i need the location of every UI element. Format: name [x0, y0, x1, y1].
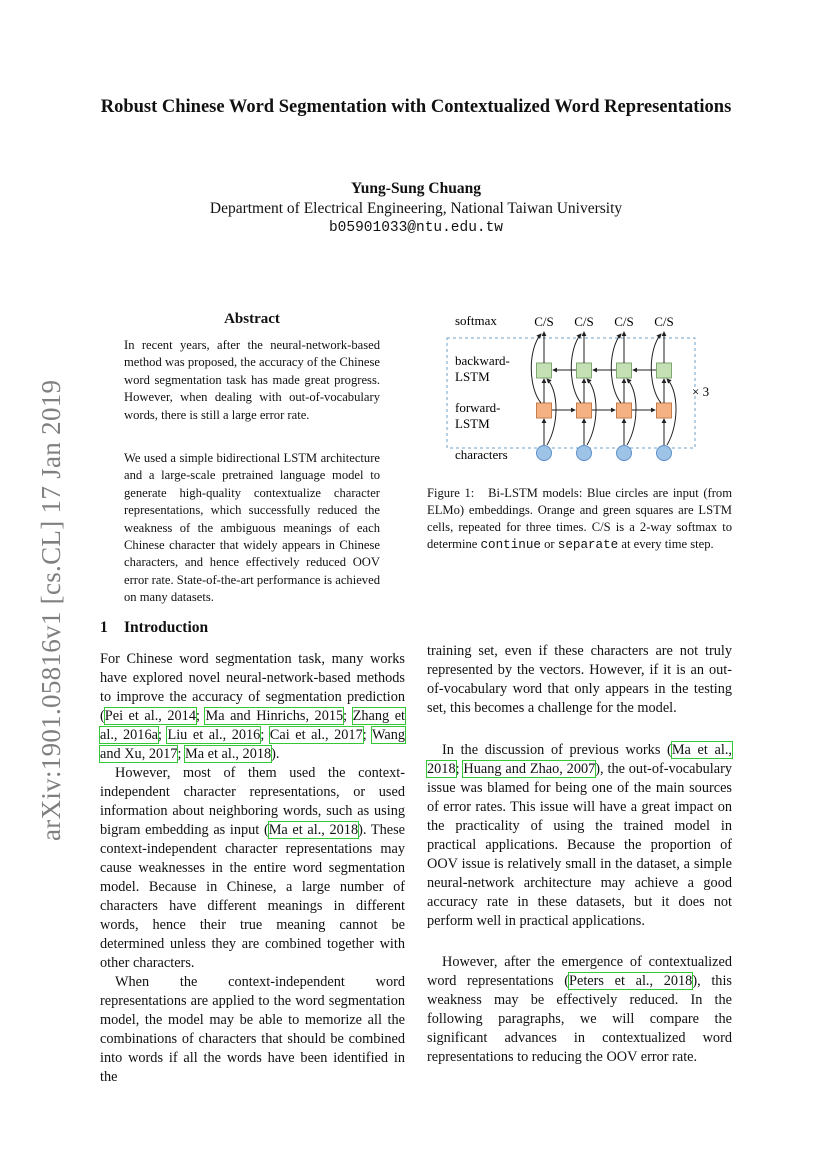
- abstract-paragraph-2: We used a simple bidirectional LSTM architecture and a large-scale pretrained language model to generate high-quality contextualize character representations, which successfully reduced the weakness of the ambiguous meanings of each Chinese character that widely appears in Chinese characters, and hence effectively reduced OOV error rate. State-of-the-art performance is achieved on many datasets.: [124, 451, 380, 605]
- output-cs-label: C/S: [654, 314, 674, 329]
- right-paragraph-3: [427, 953, 732, 1067]
- repeat-label: × 3: [692, 384, 710, 399]
- forward-lstm-cell: [617, 403, 632, 418]
- paragraph-text: ), the out-of-vocabulary issue was blamed for being one of the main sources of error rates. This issue will have a great impact on the practicality of using the trained model in practical applications. Because the proportion of OOV issue is relatively small in the dataset, a simple neural-network architecture may achieve a good accuracy rate in these datasets, but it does not perform well in practical applications.: [427, 761, 732, 929]
- citation-link[interactable]: Pei et al., 2014: [104, 708, 196, 724]
- figure-caption-text: Bi-LSTM models: Blue circles are input (from ELMo) embeddings. Orange and green squares are LSTM cells, repeated for three times. C/S is a 2-way softmax to determine: [427, 486, 732, 551]
- intro-paragraph-1: For Chinese word segmentation task, many works have explored novel neural-network-based methods to improve the accuracy of segmentation prediction (Pei et al., 2014; Ma and Hinrichs, 2015; Zhang et al., 2016a; Liu et al., 2016; Cai et al., 2017; Wang and Xu, 2017; Ma et al., 2018).: [100, 651, 406, 762]
- code-continue: continue: [480, 538, 541, 552]
- abstract-paragraph-1: In recent years, after the neural-network-based method was proposed, the accuracy of the Chinese word segmentation task has made great progress. However, when dealing with out-of-vocabulary words, there is still a large error rate.: [124, 338, 380, 422]
- paper-title: Robust Chinese Word Segmentation with Contextualized Word Representations: [100, 97, 732, 117]
- figure-caption-label: Figure 1:: [427, 486, 475, 500]
- figure-caption: [427, 485, 732, 554]
- forward-label-1: forward-: [455, 400, 501, 415]
- section-title: Introduction: [124, 619, 209, 636]
- backward-label-2: LSTM: [455, 369, 490, 384]
- intro-paragraph-3: When the context-independent word representations are applied to the word segmentation model, the model may be able to memorize all the combinations of characters that should be combined into words if all the words have been identified in the: [100, 974, 405, 1085]
- citation-link[interactable]: Ma et al., 2018: [184, 746, 272, 762]
- paragraph-text: In the discussion of previous works (: [442, 742, 672, 758]
- backward-label-1: backward-: [455, 353, 510, 368]
- citation-link[interactable]: Ma et al., 2018: [268, 822, 359, 838]
- input-embedding-circle: [537, 446, 552, 461]
- input-embedding-circle: [617, 446, 632, 461]
- softmax-label: softmax: [455, 313, 497, 328]
- backward-lstm-cell: [537, 363, 552, 378]
- figure-caption-text: or: [540, 537, 558, 551]
- code-separate: separate: [557, 538, 619, 552]
- backward-lstm-cell: [657, 363, 672, 378]
- citation-link[interactable]: Peters et al., 2018: [569, 973, 693, 989]
- author-name: Yung-Sung Chuang: [351, 180, 481, 197]
- forward-lstm-cell: [537, 403, 552, 418]
- abstract-heading: Abstract: [224, 311, 280, 327]
- section-heading: [100, 619, 208, 637]
- output-cs-label: C/S: [614, 314, 634, 329]
- backward-lstm-cell: [617, 363, 632, 378]
- intro-paragraph-2: [100, 764, 405, 973]
- citation-link[interactable]: Ma et al., 2018: [427, 742, 732, 777]
- arxiv-stamp: arXiv:1901.05816v1 [cs.CL] 17 Jan 2019: [36, 379, 66, 841]
- output-cs-label: C/S: [534, 314, 554, 329]
- input-embedding-circle: [657, 446, 672, 461]
- paragraph-text: For Chinese word segmentation task, many works have explored novel neural-network-based methods to improve the accuracy of segmentation prediction (: [100, 651, 405, 724]
- paragraph-text: However, most of them used the context-independent character representations, or used information about neighboring words, such as using bigram embedding as input (: [100, 765, 405, 838]
- citation-link[interactable]: Cai et al., 2017: [269, 727, 363, 743]
- figure-caption-text: at every time step.: [618, 537, 714, 551]
- citation-link[interactable]: Huang and Zhao, 2007: [463, 761, 596, 777]
- input-embedding-circle: [577, 446, 592, 461]
- paragraph-text: However, after the emergence of contextualized word representations (: [427, 954, 732, 989]
- characters-label: characters: [455, 447, 508, 462]
- citation-link[interactable]: Liu et al., 2016: [167, 727, 261, 743]
- forward-lstm-cell: [577, 403, 592, 418]
- forward-label-2: LSTM: [455, 416, 490, 431]
- paragraph-text: ). These context-independent character representations may cause weaknesses in the entire word segmentation model. Because in Chinese, a large number of characters have different meanings in different words, hence their true meaning cannot be determined unless they are combined together with other characters.: [100, 822, 405, 971]
- forward-lstm-cell: [657, 403, 672, 418]
- output-cs-label: C/S: [574, 314, 594, 329]
- right-paragraph-1: training set, even if these characters are not truly represented by the vectors. However, if it is an out-of-vocabulary word that only appears in the testing set, this becomes a challenge for the model.: [427, 643, 732, 716]
- paragraph-text: ).: [271, 746, 280, 762]
- citation-link[interactable]: Zhang et al., 2016a: [100, 708, 406, 743]
- backward-lstm-cell: [577, 363, 592, 378]
- author-email[interactable]: b05901033@ntu.edu.tw: [328, 220, 504, 236]
- section-number: 1: [100, 619, 108, 636]
- author-affiliation: Department of Electrical Engineering, National Taiwan University: [209, 200, 623, 217]
- right-paragraph-2: In the discussion of previous works (Ma et al., 2018; Huang and Zhao, 2007), the out-of-vocabulary issue was blamed for being one of the main sources of error rates. This issue will have a great impact on the practicality of using the trained model in practical applications. Because the proportion of OOV issue is relatively small in the dataset, a simple neural-network architecture may achieve a good accuracy rate in these datasets, but it does not perform well in practical applications.: [427, 742, 732, 929]
- citation-link[interactable]: Ma and Hinrichs, 2015: [205, 708, 344, 724]
- paragraph-text: ), this weakness may be effectively reduced. In the following paragraphs, we will compare the significant advances in contextualized word representations to reducing the OOV error rate.: [427, 973, 732, 1065]
- figure-bilstm-diagram: [440, 305, 720, 473]
- citation-link[interactable]: Wang and Xu, 2017: [100, 727, 405, 762]
